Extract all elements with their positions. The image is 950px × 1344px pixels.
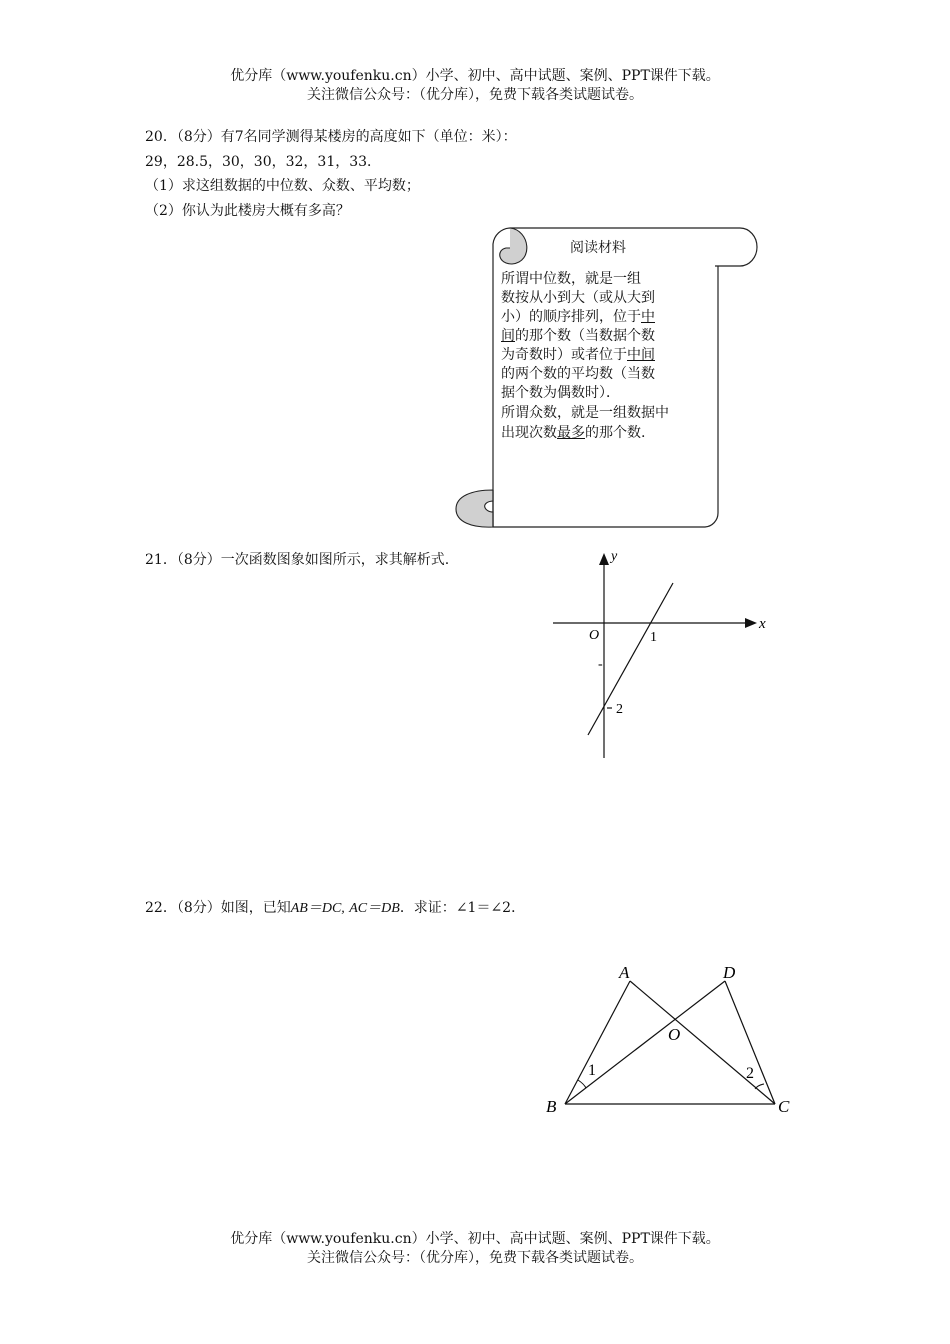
reading-line-7: 据个数为偶数时）． <box>501 385 620 401</box>
q21-title: 21．（8分）一次函数图象如图所示，求其解析式. <box>145 552 450 568</box>
label-angle-1: 1 <box>588 1062 596 1079</box>
footer-line-1: 优分库（www.youfenku.cn）小学、初中、高中试题、案例、PPT课件下载。 <box>230 1231 720 1247</box>
reading-line-6: 的两个数的平均数（当数 <box>501 366 655 382</box>
header-line-2: 关注微信公众号：（优分库），免费下载各类试题试卷。 <box>307 87 643 103</box>
y-axis-label: y <box>611 549 618 564</box>
segment-AC <box>630 981 775 1104</box>
label-B: B <box>546 1097 557 1116</box>
q20-part2: （2）你认为此楼房大概有多高？ <box>145 203 350 219</box>
q20-title: 20．（8分）有7名同学测得某楼房的高度如下（单位：米）： <box>145 129 517 145</box>
angle-1-arc <box>578 1080 586 1088</box>
reading-line-4: 间的那个数（当数据个数 <box>501 328 655 344</box>
label-O: O <box>668 1025 681 1044</box>
origin-label: O <box>589 628 600 643</box>
footer-line-2: 关注微信公众号：（优分库），免费下载各类试题试卷。 <box>307 1250 643 1266</box>
y-tick-2: 2 <box>616 702 623 717</box>
y-tick-dash: - <box>598 657 603 672</box>
q20-part1: （1）求这组数据的中位数、众数、平均数； <box>145 178 420 194</box>
reading-line-8: 所谓众数，就是一组数据中 <box>501 405 669 421</box>
segment-DC <box>725 981 775 1104</box>
segment-AB <box>565 981 630 1104</box>
reading-title: 阅读材料 <box>570 240 626 256</box>
reading-line-5: 为奇数时）或者位于中间 <box>501 347 655 363</box>
x-axis-label: x <box>759 616 766 632</box>
reading-line-9: 出现次数最多的那个数. <box>501 425 646 441</box>
q20-data: 29，28.5，30，30，32，31，33． <box>145 154 382 170</box>
q21-function-graph <box>545 540 785 765</box>
header-line-1: 优分库（www.youfenku.cn）小学、初中、高中试题、案例、PPT课件下载。 <box>230 68 720 84</box>
reading-line-1: 所谓中位数，就是一组 <box>501 271 641 287</box>
label-D: D <box>723 963 736 982</box>
segment-DB <box>565 981 725 1104</box>
label-C: C <box>778 1097 790 1116</box>
q22-title: 22．（8分）如图，已知AB＝DC, AC＝DB．求证：∠1＝∠2． <box>145 900 526 916</box>
reading-line-3: 小）的顺序排列，位于中 <box>501 309 655 325</box>
x-axis-arrow <box>745 618 757 628</box>
y-axis-arrow <box>599 553 609 565</box>
x-tick-1: 1 <box>650 630 657 645</box>
reading-line-2: 数按从小到大（或从大到 <box>501 290 655 306</box>
label-angle-2: 2 <box>746 1065 754 1082</box>
label-A: A <box>619 963 630 982</box>
q22-triangle-figure <box>540 955 800 1125</box>
